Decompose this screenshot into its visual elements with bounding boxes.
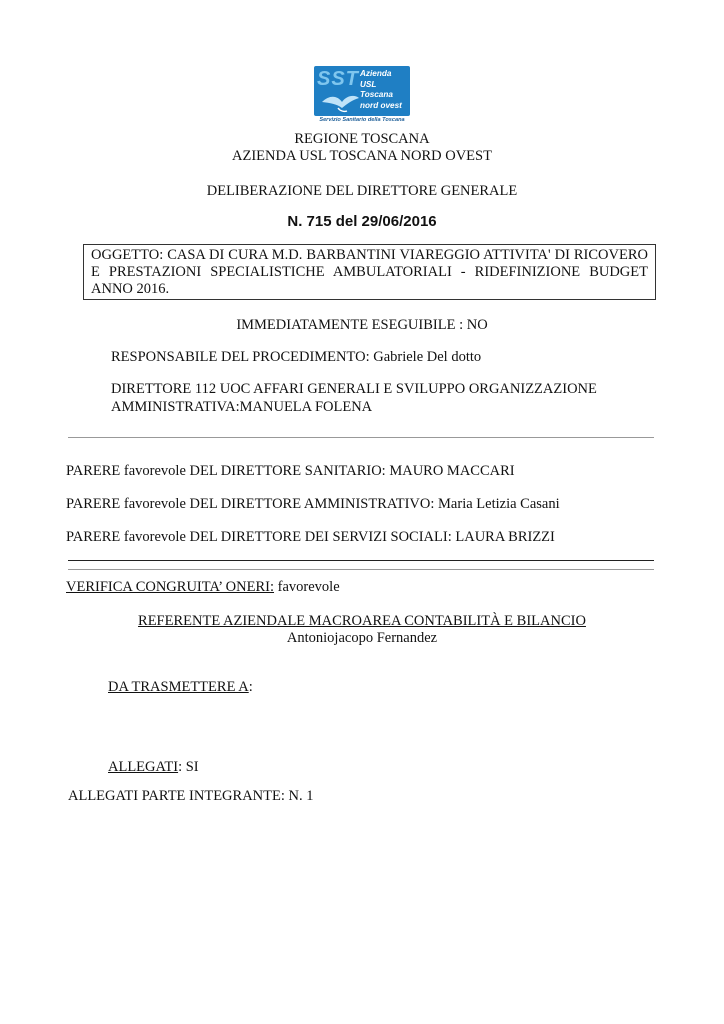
opinion-name: MAURO MACCARI — [389, 463, 515, 479]
logo-line: USL — [360, 79, 377, 89]
logo-line: Toscana — [360, 90, 393, 99]
director112-line2: AMMINISTRATIVA:MANUELA FOLENA — [111, 399, 373, 415]
transmit-colon: : — [248, 679, 253, 695]
divider — [68, 560, 654, 561]
responsible-label: RESPONSABILE DEL PROCEDIMENTO: — [111, 349, 370, 365]
divider — [68, 437, 654, 438]
opinion-amministrativo — [66, 495, 560, 513]
logo-line: nord ovest — [360, 100, 402, 110]
opinion-value: favorevole — [123, 529, 186, 545]
opinion-name: LAURA BRIZZI — [455, 529, 555, 545]
verification-value: favorevole — [277, 579, 340, 595]
opinion-prefix: PARERE — [66, 496, 121, 512]
document-number-row — [0, 213, 724, 231]
document-number: N. 715 del 29/06/2016 — [287, 213, 437, 230]
region-title: REGIONE TOSCANA — [294, 131, 430, 147]
opinion-role: DEL DIRETTORE AMMINISTRATIVO: — [189, 496, 435, 512]
subject-text: OGGETTO: CASA DI CURA M.D. BARBANTINI VIAREGGIO ATTIVITA' DI RICOVERO E PRESTAZIONI SPECIALISTICHE AMBULATORIALI - RIDEFINIZIONE BUDGET ANNO 2016. — [91, 247, 648, 297]
opinion-sanitario — [66, 462, 515, 480]
opinion-role: DEL DIRETTORE DEI SERVIZI SOCIALI: — [189, 529, 452, 545]
transmit-line — [108, 678, 253, 696]
attachments-value: : SI — [178, 759, 199, 775]
attachments-integral: ALLEGATI PARTE INTEGRANTE: N. 1 — [68, 788, 314, 804]
verification-label: VERIFICA CONGRUITA’ ONERI: — [66, 579, 275, 595]
opinion-value: favorevole — [123, 463, 186, 479]
document-type: DELIBERAZIONE DEL DIRETTORE GENERALE — [206, 183, 518, 199]
bird-icon — [320, 88, 360, 114]
opinion-name: Maria Letizia Casani — [438, 496, 560, 512]
execution-status: IMMEDIATAMENTE ESEGUIBILE : NO — [236, 317, 488, 333]
director112-line1: DIRETTORE 112 UOC AFFARI GENERALI E SVILUPPO ORGANIZZAZIONE — [111, 381, 597, 397]
divider — [68, 569, 654, 570]
opinion-role: DEL DIRETTORE SANITARIO: — [189, 463, 386, 479]
responsible-line — [111, 348, 481, 366]
verification-line — [66, 578, 340, 596]
opinion-sociali — [66, 528, 555, 546]
transmit-label: DA TRASMETTERE A — [108, 679, 249, 695]
opinion-prefix: PARERE — [66, 463, 121, 479]
referent-name: Antoniojacopo Fernandez — [286, 630, 438, 646]
referent-title-row — [0, 612, 724, 630]
attachments-label: ALLEGATI — [108, 759, 179, 775]
opinion-value: favorevole — [123, 496, 186, 512]
agency-logo — [314, 66, 410, 124]
referent-title: REFERENTE AZIENDALE MACROAREA CONTABILITÀ E BILANCIO — [138, 613, 586, 629]
attachments-line — [108, 758, 199, 776]
subject-box — [83, 244, 656, 300]
logo-text — [360, 69, 410, 111]
logo-line: Azienda — [360, 69, 392, 78]
agency-title: AZIENDA USL TOSCANA NORD OVEST — [232, 148, 492, 164]
responsible-name: Gabriele Del dotto — [373, 349, 482, 365]
opinion-prefix: PARERE — [66, 529, 121, 545]
logo-footer: Servizio Sanitario della Toscana — [319, 117, 405, 123]
logo-mark: SST — [317, 68, 359, 90]
